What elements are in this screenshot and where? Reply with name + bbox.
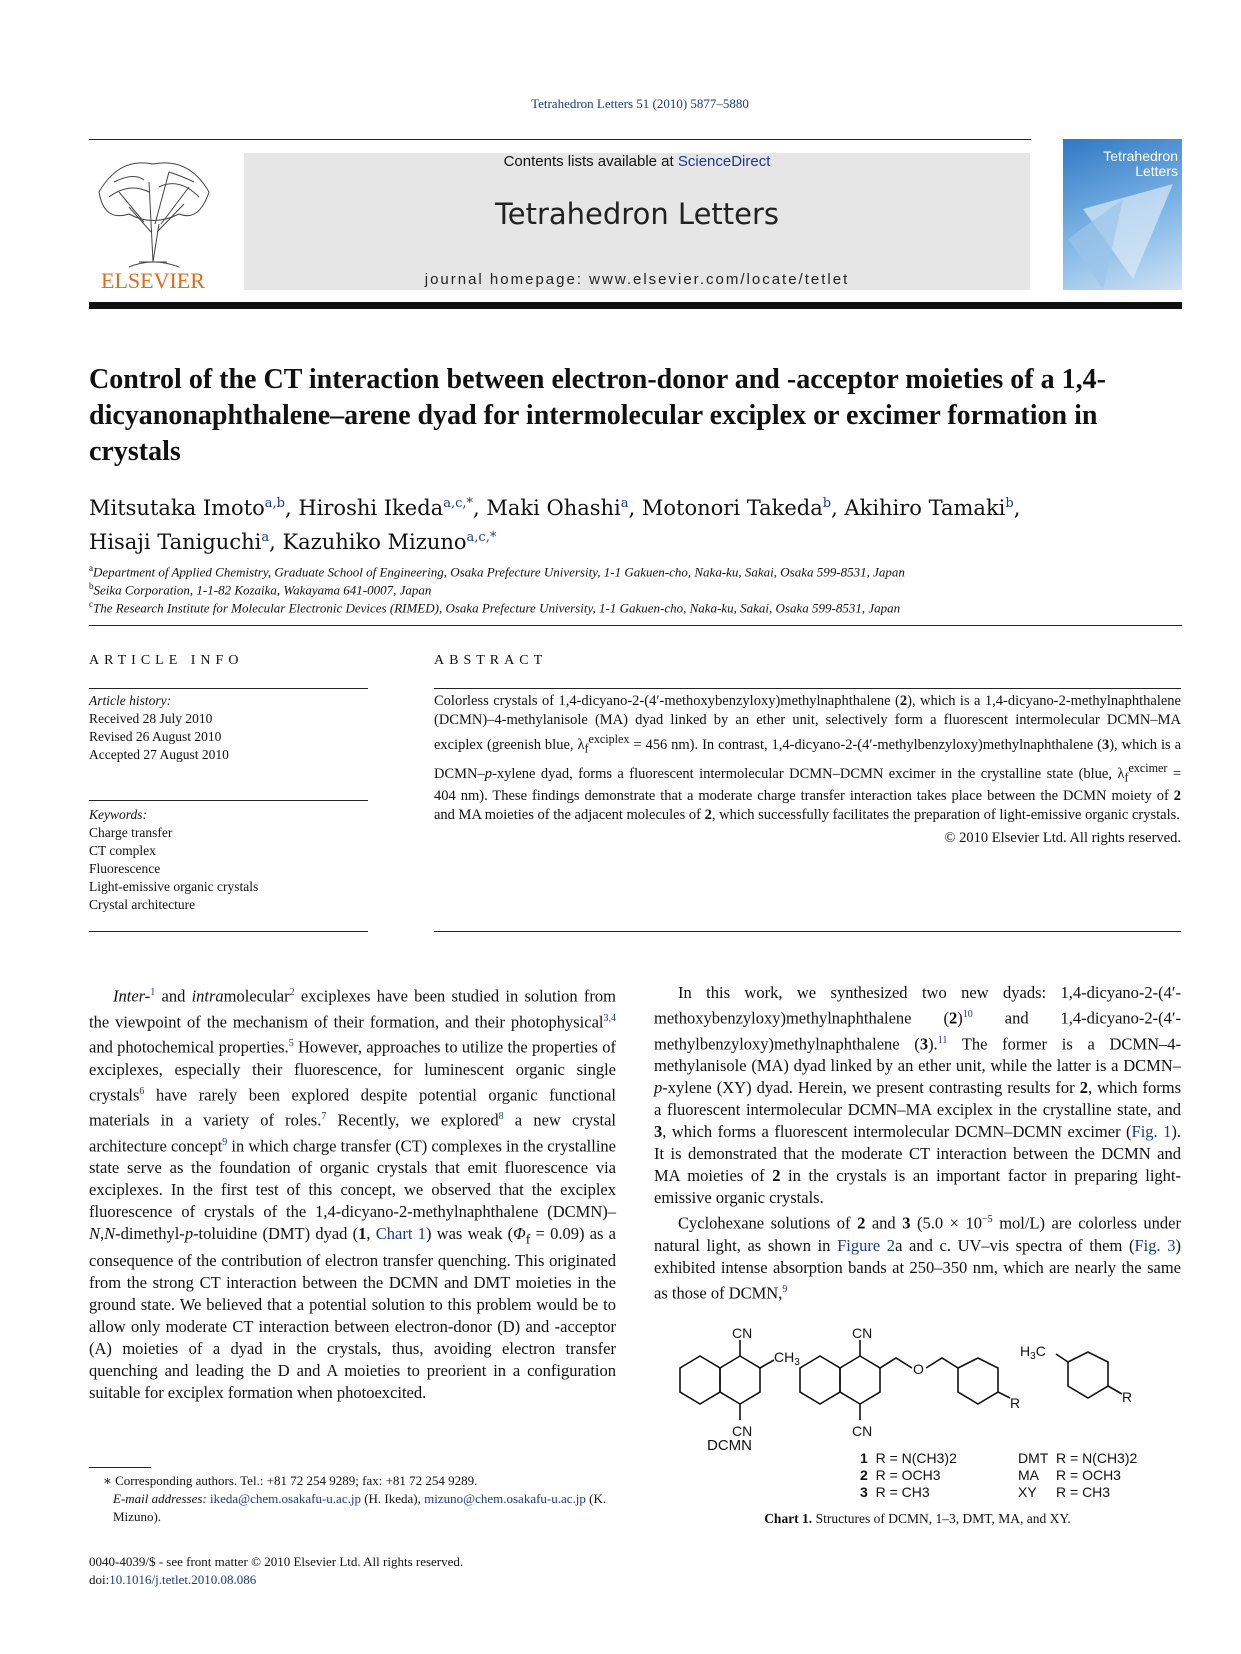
article-title: Control of the CT interaction between electron-donor and -acceptor moieties of a 1,4-dicyanonaphthalene–arene dyad for intermolecular exciplex or excimer formation in crystals — [89, 364, 1106, 467]
svg-text:CH3: $CH_3$ — [774, 1349, 800, 1368]
doi-link[interactable]: 10.1016/j.tetlet.2010.08.086 — [109, 1572, 257, 1587]
journal-reference[interactable]: Tetrahedron Letters 51 (2010) 5877–5880 — [531, 96, 749, 111]
info-rule — [89, 931, 368, 932]
elsevier-logo[interactable] — [89, 152, 217, 292]
email-footnote: E-mail addresses: ikeda@chem.osakafu-u.ac.jp (H. Ikeda), mizuno@chem.osakafu-u.ac.jp (K. Mizuno). — [113, 1491, 607, 1524]
svg-text:R: R — [1122, 1389, 1133, 1405]
svg-text:CN: CN — [852, 1328, 873, 1341]
sciencedirect-link[interactable]: ScienceDirect — [677, 153, 771, 170]
author[interactable]: Hiroshi Ikeda$^{a,c,*}$ — [298, 496, 473, 520]
email-link[interactable]: mizuno@chem.osakafu-u.ac.jp — [424, 1491, 586, 1506]
svg-text:CN: CN — [732, 1423, 753, 1439]
contents-lists-line: Contents lists available at ScienceDirect — [503, 153, 771, 170]
corresponding-footnote: ∗ Corresponding authors. Tel.: +81 72 254 9289; fax: +81 72 254 9289. — [103, 1473, 478, 1488]
svg-text:ELSEVIER: ELSEVIER — [101, 268, 205, 292]
abstract-copyright: © 2010 Elsevier Ltd. All rights reserved. — [944, 830, 1181, 847]
keywords: Keywords: Charge transfer CT complex Fluorescence Light-emissive organic crystals Crystal architecture — [89, 807, 259, 912]
footnotes — [89, 1472, 616, 1526]
svg-text:O: O — [913, 1361, 924, 1377]
section-rule — [89, 625, 1182, 626]
affiliation: $^a$Department of Applied Chemistry, Graduate School of Engineering, Osaka Prefecture University, 1-1 Gakuen-cho, Naka-ku, Sakai, Osaka 599-8531, Japan — [89, 563, 905, 580]
journal-name: Tetrahedron Letters — [494, 197, 780, 231]
abstract-text: Colorless crystals of 1,4-dicyano-2-(4′-methoxybenzyloxy)methylnaphthalene (2), which is a 1,4-dicyano-2-methylnaphthalene (DCMN)–4-methylanisole (MA) dyad linked by an ether unit, selectively form a fluorescent intermolecular DCMN–MA exciplex (greenish blue, $\lambda_f^{exciplex} = 456$ nm). In contrast, 1,4-dicyano-2-(4′-methylbenzyloxy)methylnaphthalene (3), which is a DCMN–p-xylene dyad, forms a fluorescent intermolecular DCMN–DCMN excimer in the crystalline state (blue, $\lambda_f^{excimer} = 404$ nm). These findings demonstrate that a moderate charge transfer interaction takes place between the DCMN moiety of 2 and MA moieties of the adjacent molecules of 2, which successfully facilitates the preparation of light-emissive organic crystals. © 2010 Elsevier Ltd. All rights reserved. — [434, 693, 1182, 847]
compound-r-list: 1 R = N(CH3)2 2 R = OCH3 3 R = CH3 — [860, 1450, 957, 1500]
email-link[interactable]: ikeda@chem.osakafu-u.ac.jp — [210, 1491, 361, 1506]
svg-text:CN: CN — [852, 1423, 873, 1439]
reference-r-list: DMT R = N(CH3)2 MA R = OCH3 XY R = CH3 — [1018, 1450, 1138, 1500]
footnote-rule — [89, 1467, 151, 1468]
article-info-heading: ARTICLE INFO — [89, 653, 244, 668]
chart-1-caption: Chart 1. Structures of DCMN, 1–3, DMT, MA, and XY. — [764, 1511, 1071, 1526]
author-line-1: Mitsutaka Imoto$^{a,b}$, Hiroshi Ikeda$^{a,c,*}$, Maki Ohashi$^a$, Motonori Takeda$^b$, Akihiro Tamaki$^b$, — [89, 496, 1021, 520]
header-rule — [89, 139, 1031, 140]
body-column-right: In this work, we synthesized two new dyads: 1,4-dicyano-2-(4′-methoxybenzyloxy)methylnaphthalene $(2)^{10}$ and 1,4-dicyano-2-(4′-methylbenzyloxy)methylnaphthalene (3).$^{11}$ The former is a DCMN–4-methylanisole (MA) dyad linked by an ether unit, while the latter is a DCMN–p-xylene (XY) dyad. Herein, we present contrasting results for 2, which forms a fluorescent intermolecular DCMN–MA exciplex in the crystalline state, and 3, which forms a fluorescent intermolecular DCMN–DCMN excimer (Fig. 1). It is demonstrated that the moderate CT interaction between the DCMN and MA moieties of 2 in the crystals is an important factor in preparing light-emissive organic crystals. Cyclohexane solutions of 2 and 3 ($5.0 \times 10^{-5}$ mol/L) are colorless under natural light, as shown in Figure 2a and c. UV–vis spectra of them (Fig. 3) exhibited intense absorption bands at 250–350 nm, which are nearly the same as those of DCMN,$^9$ — [654, 983, 1182, 1302]
author[interactable]: Mitsutaka Imoto$^{a,b}$ — [89, 496, 285, 520]
header-thick-rule — [89, 302, 1182, 309]
author[interactable]: Kazuhiko Mizuno$^{a,c,*}$ — [282, 530, 497, 554]
journal-homepage[interactable]: journal homepage: www.elsevier.com/locate/tetlet — [424, 271, 850, 288]
abstract-rule — [434, 688, 1181, 689]
cover-triangles-icon — [1063, 139, 1182, 290]
author-line-2: Hisaji Taniguchi$^a$, Kazuhiko Mizuno$^{a,c,*}$ — [89, 530, 497, 554]
abstract-rule — [434, 931, 1181, 932]
svg-text:H3C: $H_3C$ — [1020, 1343, 1046, 1362]
article-history: Article history: Received 28 July 2010 Revised 26 August 2010 Accepted 27 August 2010 — [89, 693, 229, 762]
elsevier-tree-icon — [89, 152, 217, 292]
author[interactable]: Hisaji Taniguchi$^a$ — [89, 530, 270, 554]
chart-1-structures — [660, 1328, 1180, 1500]
author[interactable]: Akihiro Tamaki$^b$ — [844, 496, 1014, 520]
body-column-left: Inter-$^1$ and intramolecular$^2$ exciplexes have been studied in solution from the viewpoint of the mechanism of their formation, and their photophysical$^{3,4}$ and photochemical properties.$^5$ However, approaches to utilize the properties of exciplexes, especially their fluorescence, for luminescent organic single crystals$^6$ have rarely been explored despite potential organic functional materials in a variety of roles.$^7$ Recently, we explored$^8$ a new crystal architecture concept$^9$ in which charge transfer (CT) complexes in the crystalline state serve as the foundation of organic crystals that emit fluorescence via exciplexes. In the first test of this concept, we observed that the exciplex fluorescence of crystals of the 1,4-dicyano-2-methylnaphthalene (DCMN)–N,N-dimethyl-p-toluidine (DMT) dyad (1, Chart 1) was weak $(\Phi_f = 0.09)$ as a consequence of the contribution of electron transfer quenching. This originated from the strong CT interaction between the DCMN and DMT moieties in the ground state. We believed that a potential solution to this problem would be to allow only moderate CT interaction between electron-donor (D) and -acceptor (A) moieties of a dyad in the crystals, thus, avoiding electron transfer quenching and leading the D and A moieties to preorient in a configuration suitable for exciplex formation when photoexcited. — [89, 986, 616, 1403]
svg-text:R: R — [1010, 1395, 1021, 1411]
info-rule — [89, 800, 368, 801]
author[interactable]: Maki Ohashi$^a$ — [486, 496, 629, 520]
dcmn-label: DCMN — [707, 1437, 752, 1454]
affiliation: $^b$Seika Corporation, 1-1-82 Kozaika, Wakayama 641-0007, Japan — [89, 581, 432, 598]
author-list — [89, 489, 1189, 557]
svg-text:CN: CN — [732, 1328, 753, 1341]
affiliation: $^c$The Research Institute for Molecular Electronic Devices (RIMED), Osaka Prefecture University, 1-1 Gakuen-cho, Naka-ku, Sakai, Osaka 599-8531, Japan — [89, 599, 901, 616]
front-matter: 0040-4039/$ - see front matter © 2010 Elsevier Ltd. All rights reserved. doi:10.1016/j.tetlet.2010.08.086 — [89, 1554, 464, 1587]
journal-cover-image[interactable] — [1063, 139, 1182, 290]
cover-title: Tetrahedron Letters — [1103, 148, 1178, 179]
journal-banner — [244, 153, 1030, 290]
abstract-heading: ABSTRACT — [434, 653, 548, 668]
info-rule — [89, 688, 368, 689]
author[interactable]: Motonori Takeda$^b$ — [641, 496, 832, 520]
